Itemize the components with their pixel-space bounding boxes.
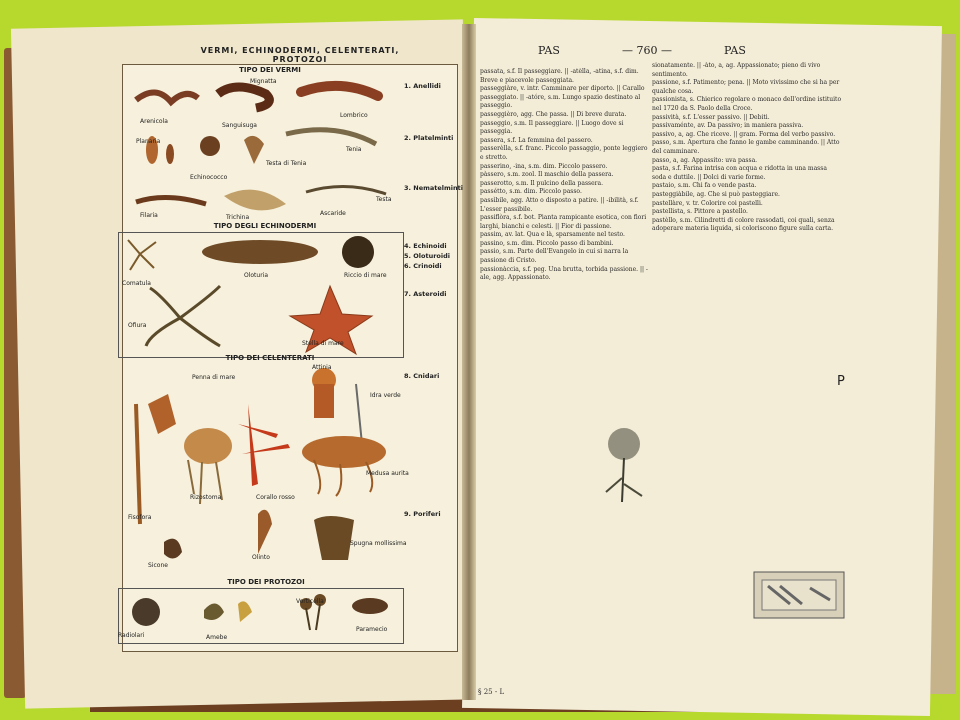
class-crinoidi: 6. Crinoidi xyxy=(404,262,442,270)
entry: pàssero, s.m. zool. Il maschio della passera. xyxy=(480,171,614,179)
label-comatula: Comatula xyxy=(122,280,151,287)
label-mignatta: Mignatta xyxy=(250,78,277,85)
label-olinto: Olinto xyxy=(252,554,270,561)
page-number: — 760 — xyxy=(622,44,672,57)
label-ascaride: Ascaride xyxy=(320,210,346,217)
entry: passio, s.m. Parte dell'Evangelo in cui si narra la passione di Cristo. xyxy=(480,248,629,265)
label-arenicola: Arenicola xyxy=(140,118,168,125)
entry: passìbile, agg. Atto o disposto a patire. || -ibilità, s.f. L'esser passibile. xyxy=(480,196,639,213)
passionflower-illustration xyxy=(594,422,656,506)
label-stella-di-mare: Stella di mare xyxy=(302,340,344,347)
label-vorticella: Vorticella xyxy=(296,598,324,605)
label-lombrico: Lombrico xyxy=(340,112,368,119)
entry: passionista, s. Chierico regolare o monaco dell'ordine istituito nel 1720 da S. Paolo della Croce. xyxy=(652,96,842,112)
label-ofiura: Ofiura xyxy=(128,322,147,329)
entry: pastèllo, s.m. Cilindretti di colore rassodati, coi quali, senza adoperare materia liquida, si coloriscono figure sulla carta. xyxy=(652,216,835,233)
label-testa-di-tenia: Testa di Tenia xyxy=(266,160,307,167)
running-head-left: PAS xyxy=(538,44,560,57)
label-paramecio: Paramecio xyxy=(356,626,388,633)
entry: pastaio, s.m. Chi fa o vende pasta. xyxy=(652,182,757,190)
label-riccio-di-mare: Riccio di mare xyxy=(344,272,387,279)
entry: pastellàre, v. tr. Colorire coi pastelli. xyxy=(652,199,763,207)
worms-illustration xyxy=(126,74,402,234)
class-poriferi: 9. Poriferi xyxy=(404,510,441,518)
book-gutter xyxy=(462,24,476,700)
signature-mark: § 25 - L xyxy=(478,688,505,696)
label-radiolari: Radiolari xyxy=(118,632,145,639)
label-penna-di-mare: Penna di mare xyxy=(192,374,236,381)
entry: passo, a, ag. Appassito: uva passa. xyxy=(652,156,758,164)
label-trichina: Trichina xyxy=(226,214,250,221)
label-planaria: Planaria xyxy=(136,138,161,145)
label-fisofora: Fisofora xyxy=(128,514,152,521)
pastel-box-illustration xyxy=(750,566,850,624)
entry: passeggiàre, v. intr. Camminare per diporto. || Carallo passeggiato. || -atóre, s.m. Lungo spazio destinato al passeggio. xyxy=(480,85,645,110)
entry: sionatamente. || -àto, a, ag. Appassionato; pieno di vivo sentimento. xyxy=(652,62,821,78)
dictionary-column-1 xyxy=(480,68,648,680)
class-platelminti: 2. Platelminti xyxy=(404,134,454,142)
protozoa-illustration xyxy=(120,590,402,642)
entry: passino, s.m. dim. Piccolo passo di bambini. xyxy=(480,239,614,247)
section-title-protozoa: TIPO DEI PROTOZOI xyxy=(227,578,305,586)
entry: passo, s.m. Apertura che fanno le gambe camminando. || Atto del camminare. xyxy=(652,139,840,155)
entry: passerèlla, s.f. franc. Piccolo passaggio, ponte leggiero e stretto. xyxy=(480,145,648,161)
entry: passata, s.f. Il passeggiare. || -atèlla, -atina, s.f. dim. Breve e piacevole passeggiata. xyxy=(480,68,639,84)
class-oloturoidi: 5. Oloturoidi xyxy=(404,252,450,260)
running-head-right: PAS xyxy=(724,44,746,57)
label-spugna-mollissima: Spugna mollissima xyxy=(350,540,407,547)
entry: pastellista, s. Pittore a pastello. xyxy=(652,208,748,216)
entry: passeggièro, agg. Che passa. || Di breve durata. xyxy=(480,110,627,118)
label-filaria: Filaria xyxy=(140,212,158,219)
entry: passivo, a, ag. Che riceve. || gram. Forma del verbo passivo. xyxy=(652,130,836,138)
label-oloturia: Oloturia xyxy=(244,272,269,279)
entry: passera, s.f. La femmina del passero. xyxy=(480,136,593,144)
entry: pasteggiàbile, ag. Che si può pasteggiare. xyxy=(652,190,780,198)
entry: passione, s.f. Patimento; pena. || Moto vivissimo che si ha per qualche cosa. xyxy=(652,79,840,95)
entry: passim, av. lat. Qua e là, sparsamente nel testo. xyxy=(480,231,625,239)
label-sicone: Sicone xyxy=(148,562,168,569)
class-echinoidi: 4. Echinoidi xyxy=(404,242,447,250)
label-idra-verde: Idra verde xyxy=(370,392,401,399)
entry: passerino, -ina, s.m. dim. Piccolo passero. xyxy=(480,162,608,170)
class-cnidari: 8. Cnidari xyxy=(404,372,440,380)
label-amebe: Amebe xyxy=(206,634,228,641)
label-testa: Testa xyxy=(376,196,392,203)
label-sanguisuga: Sanguisuga xyxy=(222,122,257,129)
entry: passionàccia, s.f. peg. Una brutta, torbida passione. || -ale, agg. Appassionato. xyxy=(480,265,648,282)
entry: pasta, s.f. Farina intrisa con acqua e ridotta in una massa soda e duttile. || Dolci di varie forme. xyxy=(652,165,827,181)
label-echinococco: Echinococco xyxy=(190,174,228,181)
class-nematelminti: 3. Nematelminti xyxy=(404,184,463,192)
entry: passiflòra, s.f. bot. Pianta rampicante esotica, con fiori larghi, bianchi e celesti. || Fior di passione. xyxy=(480,214,647,230)
echinoderms-illustration xyxy=(120,234,402,356)
entry: passerotto, s.m. Il pulcino della passera. xyxy=(480,179,604,187)
section-title-coelenterates: TIPO DEI CELENTERATI xyxy=(225,354,315,362)
section-title-echinoderms: TIPO DEGLI ECHINODERMI xyxy=(213,222,317,230)
entry: passivaménte, av. Da passivo; in maniera passiva. xyxy=(652,122,804,130)
label-tenia: Tenia xyxy=(346,146,362,153)
label-medusa-aurita: Medusa aurita xyxy=(366,470,409,477)
label-rizostoma: Rizostoma xyxy=(190,494,222,501)
label-attinia: Attinia xyxy=(312,364,332,371)
entry: passeggio, s.m. Il passeggiare. || Luogo dove si passeggia. xyxy=(480,119,624,136)
entry: passétto, s.m. dim. Piccolo passo. xyxy=(480,188,582,196)
entry: passività, s.f. L'esser passivo. || Debiti. xyxy=(652,113,770,121)
section-title-worms: TIPO DEI VERMI xyxy=(239,66,301,74)
class-anellidi: 1. Anellidi xyxy=(404,82,441,90)
thumb-index-letter[interactable]: P xyxy=(837,374,845,389)
dictionary-column-2 xyxy=(652,62,842,642)
label-corallo-rosso: Corallo rosso xyxy=(256,494,295,501)
plate-title: VERMI, ECHINODERMI, CELENTERATI, PROTOZOI xyxy=(200,46,400,64)
class-asteroidi: 7. Asteroidi xyxy=(404,290,447,298)
